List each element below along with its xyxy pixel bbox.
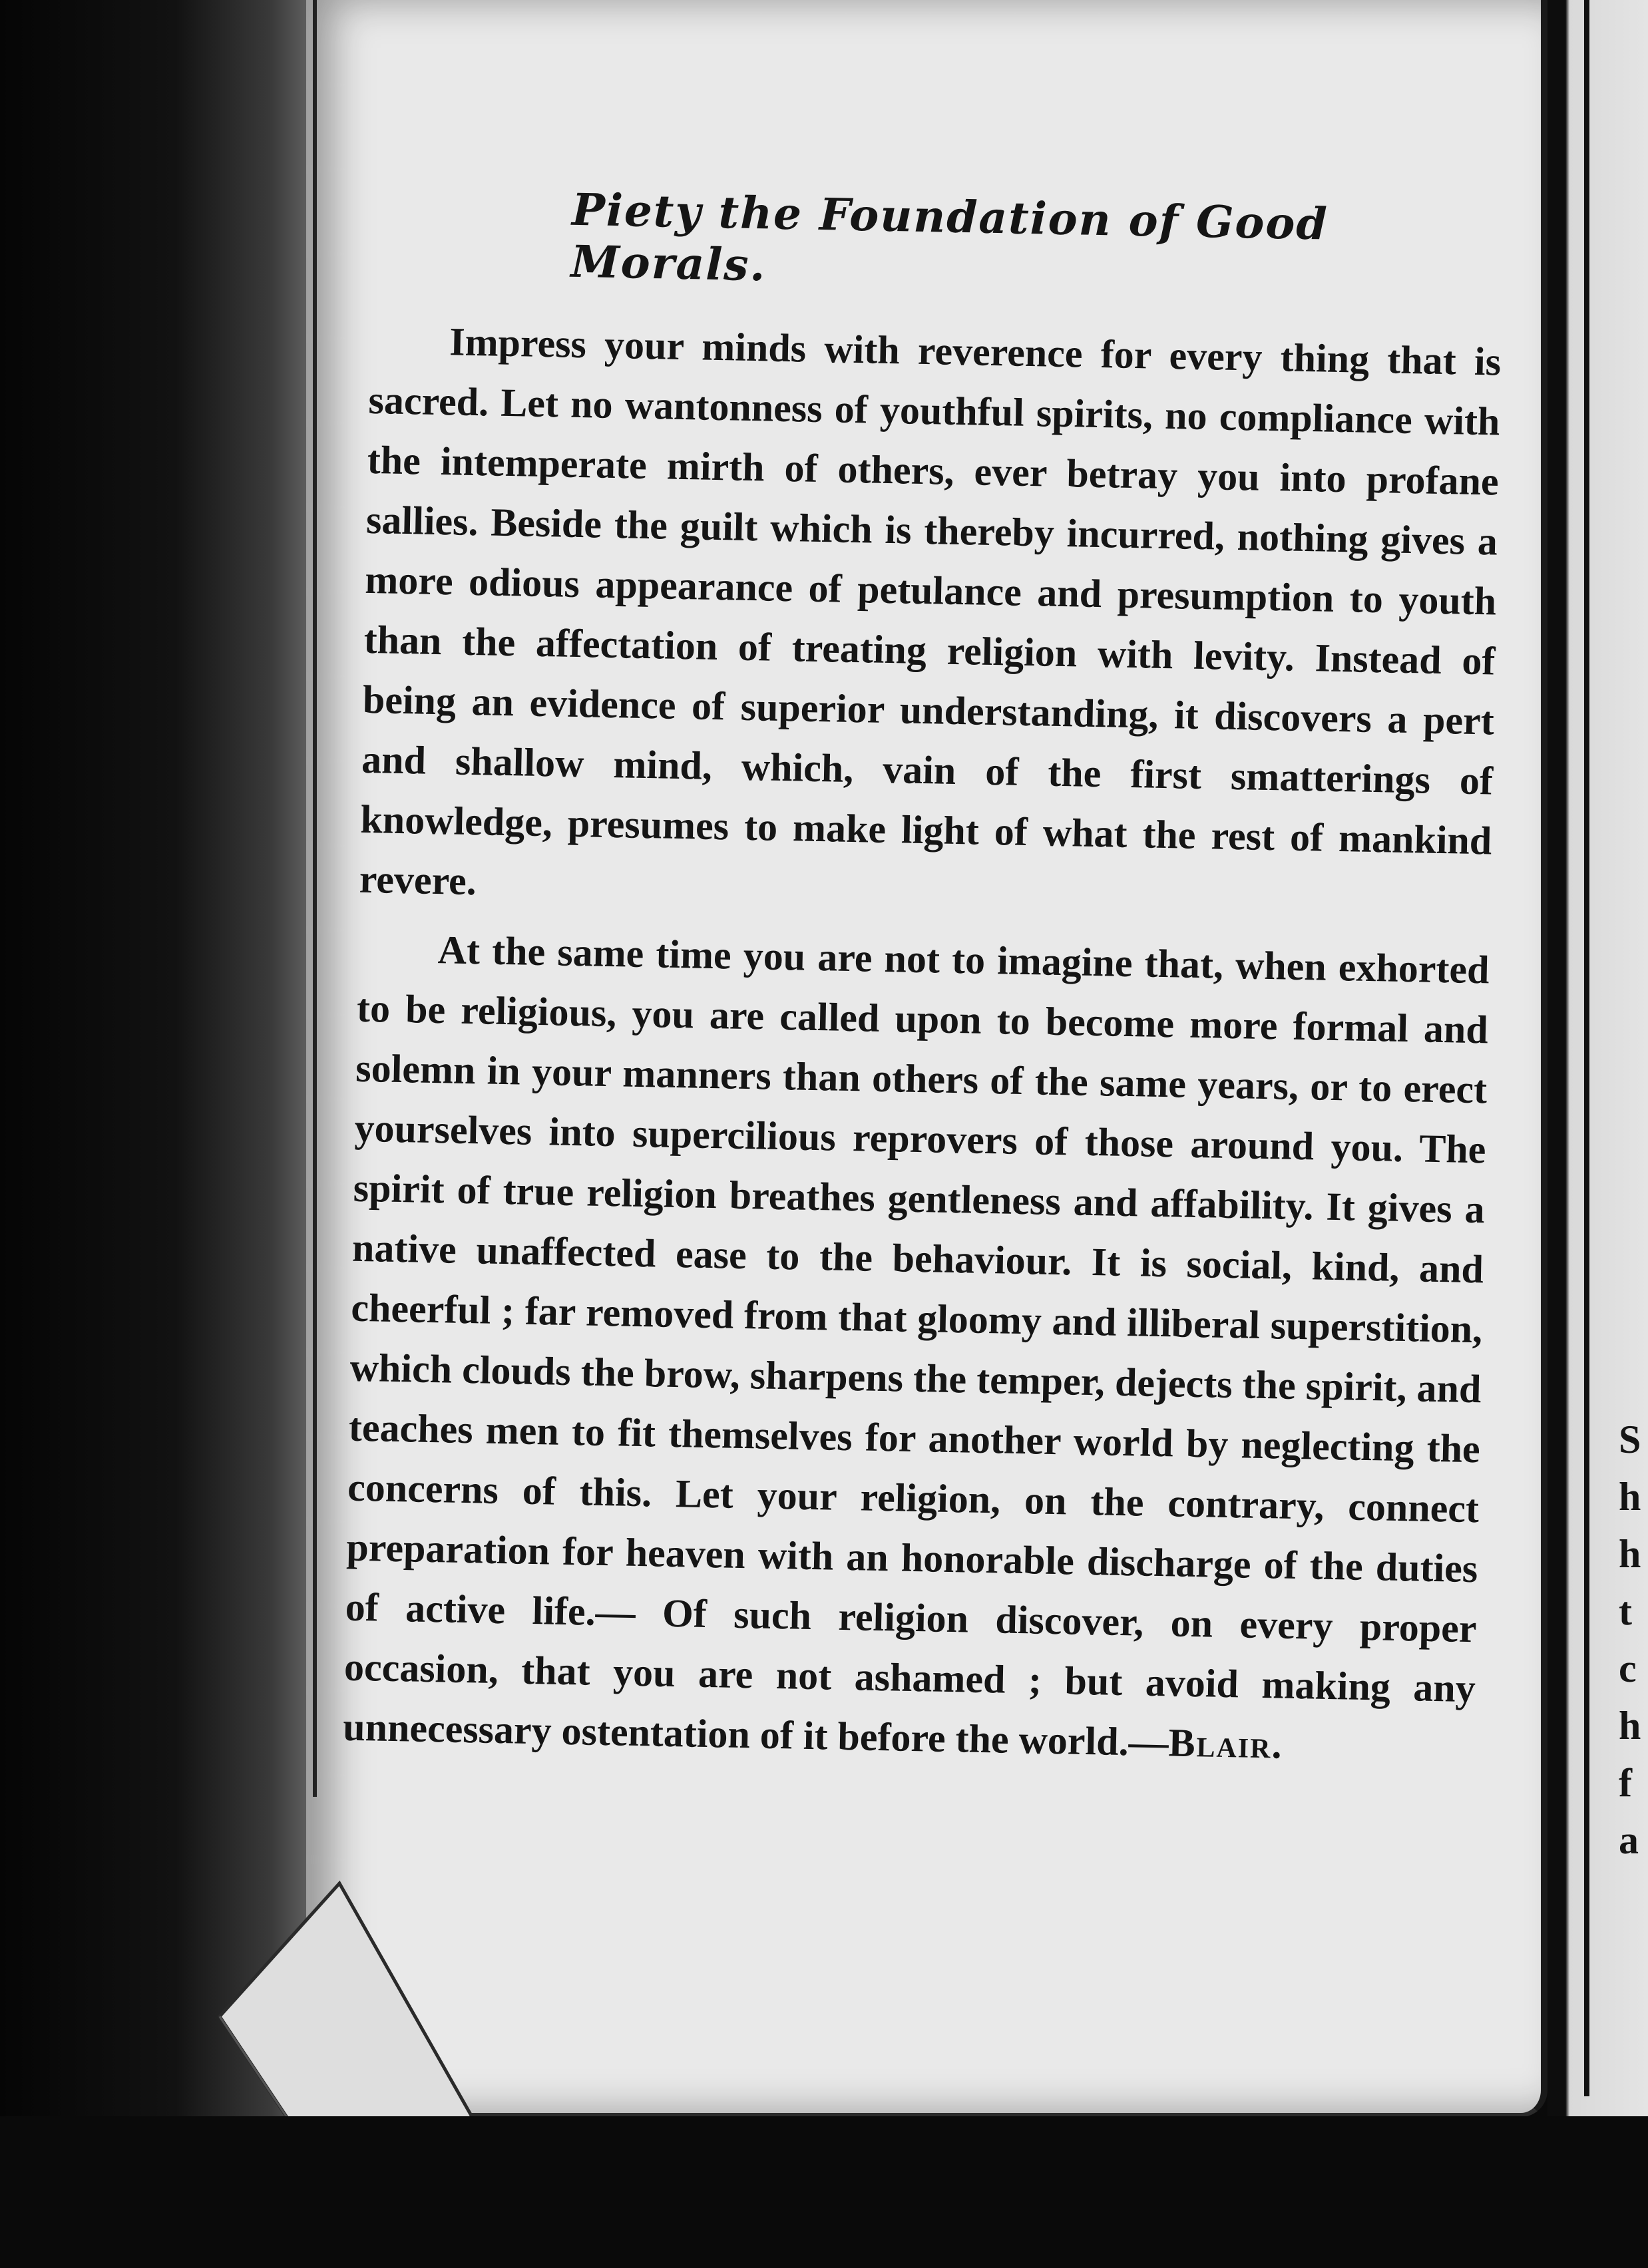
author-signature: Blair.	[1167, 1720, 1284, 1767]
edge-letter: f	[1619, 1761, 1632, 1805]
edge-letter: t	[1619, 1589, 1632, 1633]
scan-bottom-margin	[0, 2116, 1648, 2268]
edge-letter: c	[1619, 1646, 1637, 1690]
edge-letter: h	[1619, 1475, 1641, 1519]
edge-letter: S	[1619, 1418, 1641, 1461]
next-page-edge	[1547, 0, 1648, 2268]
edge-letter: a	[1619, 1818, 1639, 1862]
page-left-edge	[313, 0, 317, 1797]
next-page-border	[1584, 0, 1589, 2096]
paragraph-2	[343, 918, 1490, 1778]
paragraph-1: Impress your minds with reverence for every thing that is sacred. Let no wantonness of youthful spirits, no compliance with the intemperate mirth of others, ever betray you into profane sallies. Beside the guilt which is thereby incurred, nothing gives a more odious appearance of petulance and presumption to youth than the affectation of treating religion with levity. Instead of being an evidence of superior understanding, it discovers a pert and shallow mind, which, vain of the first smatterings of knowledge, presumes to make light of what the rest of mankind revere.	[359, 319, 1502, 904]
paragraph-2-text: At the same time you are not to imagine that, when exhorted to be religious, you are called upon to become more formal and solemn in your manners than others of the same years, or to erect yourselves into supercilious reprovers of those around you. The spirit of true religion breathes gentleness and affability. It gives a native unaffected ease to the behaviour. It is social, kind, and cheerful ; far removed from that gloomy and illiberal superstition, which clouds the brow, sharpens the temper, dejects the spirit, and teaches men to fit themselves for another world by neglecting the concerns of this. Let your religion, on the contrary, connect preparation for heaven with an honorable discharge of the duties of active life.— Of such religion discover, on every proper occasion, that you are not ashamed ; but avoid making any unnecessary ostentation of it before the world.—	[342, 928, 1490, 1765]
edge-letter: h	[1619, 1704, 1641, 1748]
page-title: Piety the Foundation of Good Morals.	[570, 183, 1329, 291]
folded-corner	[213, 1863, 493, 2156]
next-page-letters	[1619, 1411, 1641, 1869]
page-text	[343, 180, 1504, 1778]
edge-letter: h	[1619, 1532, 1641, 1576]
